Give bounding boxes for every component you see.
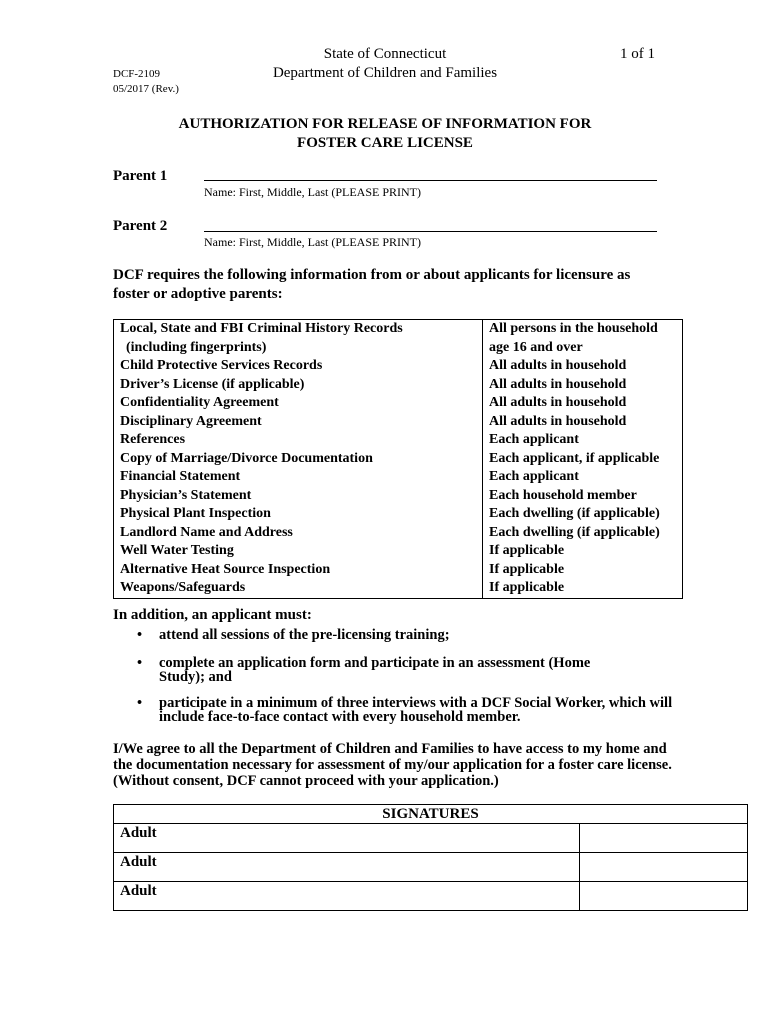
applies-to-item: Each applicant, if applicable [489,450,660,466]
parent1-name-field[interactable] [204,180,657,181]
requirements-table [113,319,683,599]
applies-to-item: If applicable [489,561,565,577]
revision-date: 05/2017 (Rev.) [113,83,179,95]
requirement-item: Child Protective Services Records [120,358,323,373]
applicant-requirements-list [113,628,713,736]
requirement-item: Local, State and FBI Criminal History Records [120,321,403,336]
list-item [113,656,713,684]
applies-to-item: Each dwelling (if applicable) [489,524,660,540]
requirement-item: Alternative Heat Source Inspection [120,561,331,577]
requirement-item: Disciplinary Agreement [120,413,262,429]
requirement-item: (including fingerprints) [126,339,267,355]
applies-to-item: Each household member [489,487,637,503]
bullet-icon: • [137,627,143,643]
parent2-caption: Name: First, Middle, Last (PLEASE PRINT) [204,235,421,249]
requirement-item: Weapons/Safeguards [120,580,246,595]
requirement-item: References [120,432,186,447]
parent1-caption: Name: First, Middle, Last (PLEASE PRINT) [204,185,421,199]
document-title-line2: FOSTER CARE LICENSE [297,135,473,151]
requirement-item: Physician’s Statement [120,487,252,503]
requirement-item: Confidentiality Agreement [120,395,279,410]
requirement-item: Financial Statement [120,469,241,484]
parent1-label: Parent 1 [113,168,168,184]
requirement-item: Landlord Name and Address [120,524,293,540]
adult-label: Adult [114,824,580,853]
parent2-label: Parent 2 [113,218,168,234]
bullet-text: attend all sessions of the pre-licensing training; [159,627,450,643]
requirement-item: Well Water Testing [120,543,234,558]
agreement-line1: I/We agree to all the Department of Children and Families to have access to my home and [113,741,667,757]
applies-to-column [483,320,683,599]
agreement-line3: (Without consent, DCF cannot proceed with your application.) [113,773,499,789]
parent2-name-field[interactable] [204,231,657,232]
bullet-text: include face-to-face contact with every household member. [159,709,521,725]
form-number: DCF-2109 [113,68,161,80]
signatures-table [113,804,748,911]
department-name: Department of Children and Families [272,65,498,81]
bullet-text: complete an application form and participate in an assessment (Home [159,655,591,671]
agreement-line2: the documentation necessary for assessment of my/our application for a foster care license. [113,757,672,773]
requirement-item: Driver’s License (if applicable) [120,376,305,392]
state-name: State of Connecticut [323,46,447,62]
applies-to-item: Each dwelling (if applicable) [489,506,660,521]
applies-to-item: All adults in household [489,395,627,410]
requirements-column [114,320,483,599]
requirement-item: Physical Plant Inspection [120,506,271,521]
applies-to-item: age 16 and over [489,339,583,355]
applies-to-item: If applicable [489,580,565,595]
applies-to-item: All persons in the household [489,321,658,336]
adult-label: Adult [114,882,580,911]
adult-signature-field[interactable] [580,882,748,911]
applies-to-item: All adults in household [489,376,627,392]
intro-line1: DCF requires the following information from or about applicants for licensure as [113,267,631,283]
applies-to-item: Each applicant [489,469,579,484]
list-item [113,628,713,642]
applies-to-item: If applicable [489,543,565,558]
intro-line2: foster or adoptive parents: [113,286,283,302]
requirement-item: Copy of Marriage/Divorce Documentation [120,450,373,466]
applies-to-item: All adults in household [489,358,627,373]
applicant-must-heading: In addition, an applicant must: [113,607,312,623]
document-title-line1: AUTHORIZATION FOR RELEASE OF INFORMATION FOR [178,116,592,132]
bullet-icon: • [137,695,143,711]
adult-signature-field[interactable] [580,853,748,882]
applies-to-item: All adults in household [489,413,627,429]
list-item [113,696,713,724]
adult-signature-field[interactable] [580,824,748,853]
adult-label: Adult [114,853,580,882]
applies-to-item: Each applicant [489,432,579,447]
signatures-heading: SIGNATURES [114,805,748,824]
bullet-text: participate in a minimum of three interviews with a DCF Social Worker, which will [159,695,673,711]
page-number: 1 of 1 [620,46,655,62]
bullet-text: Study); and [159,669,232,685]
bullet-icon: • [137,655,143,671]
